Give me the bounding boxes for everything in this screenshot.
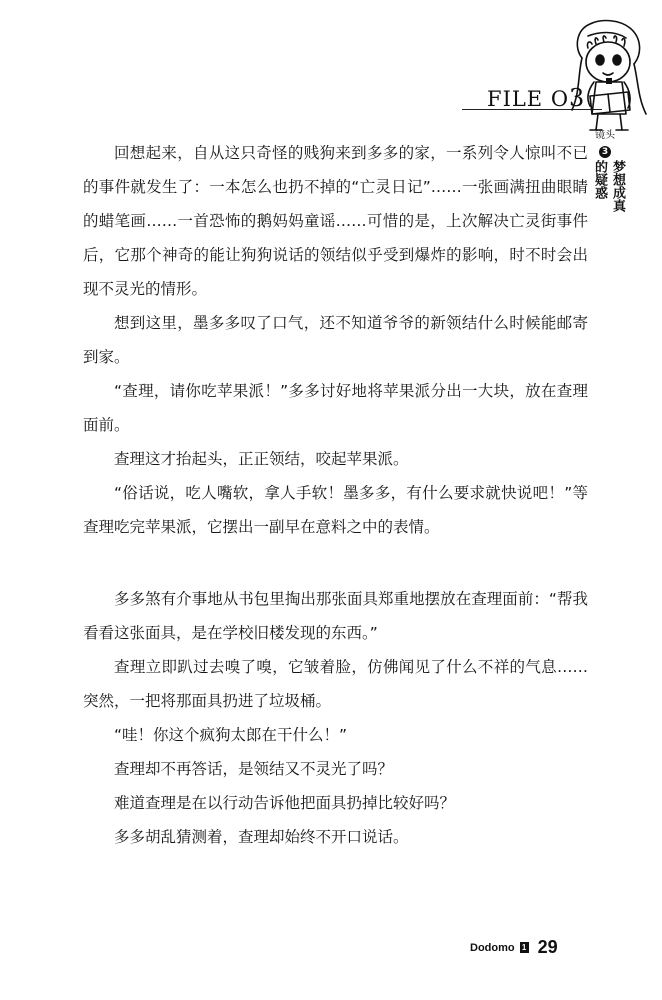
chapter-title-col1: 梦想成真: [610, 160, 625, 212]
brand-name: Dodomo: [470, 941, 515, 954]
chapter-title-col2: 的疑惑: [592, 160, 607, 199]
brand-mark: 1: [520, 942, 529, 953]
chapter-label: 镜头: [595, 130, 615, 141]
paragraph: 想到这里，墨多多叹了口气，还不知道爷爷的新领结什么时候能邮寄到家。: [83, 314, 588, 366]
section-break: [83, 544, 588, 582]
chapter-number-badge: 3: [599, 146, 611, 158]
file-label: FILE O: [487, 87, 570, 111]
paragraph: 查理立即趴过去嗅了嗅，它皱着脸，仿佛闻见了什么不祥的气息……突然，一把将那面具扔进了垃圾桶。: [83, 658, 588, 710]
paragraph: “哇！你这个疯狗太郎在干什么！”: [114, 726, 348, 744]
body-text: [83, 136, 588, 854]
paragraph: “查理，请你吃苹果派！”多多讨好地将苹果派分出一大块，放在查理面前。: [83, 382, 588, 434]
file-number: 3: [569, 84, 586, 112]
paragraph: 难道查理是在以行动告诉他把面具扔掉比较好吗？: [114, 794, 456, 812]
page-number: 29: [537, 937, 558, 957]
paragraph: 查理这才抬起头，正正领结，咬起苹果派。: [114, 450, 409, 468]
paragraph: 多多胡乱猜测着，查理却始终不开口说话。: [114, 828, 409, 846]
girl-reading-illustration: [568, 18, 650, 136]
paragraph: 多多煞有介事地从书包里掏出那张面具郑重地摆放在查理面前：“帮我看看这张面具，是在学校旧楼发现的东西。”: [83, 590, 588, 642]
paragraph: “俗话说，吃人嘴软，拿人手软！墨多多，有什么要求就快说吧！”等查理吃完苹果派，它摆出一副早在意料之中的表情。: [83, 484, 588, 536]
paragraph: 查理却不再答话，是领结又不灵光了吗？: [114, 760, 394, 778]
page-footer: [470, 937, 558, 958]
paragraph: 回想起来，自从这只奇怪的贱狗来到多多的家，一系列令人惊叫不已的事件就发生了：一本怎么也扔不掉的“亡灵日记”……一张画满扭曲眼睛的蜡笔画……一首恐怖的鹅妈妈童谣……可惜的是，上次解决亡灵街事件后，它那个神奇的能让狗狗说话的领结似乎受到爆炸的影响，时不时会出现不灵光的情形。: [83, 144, 588, 298]
